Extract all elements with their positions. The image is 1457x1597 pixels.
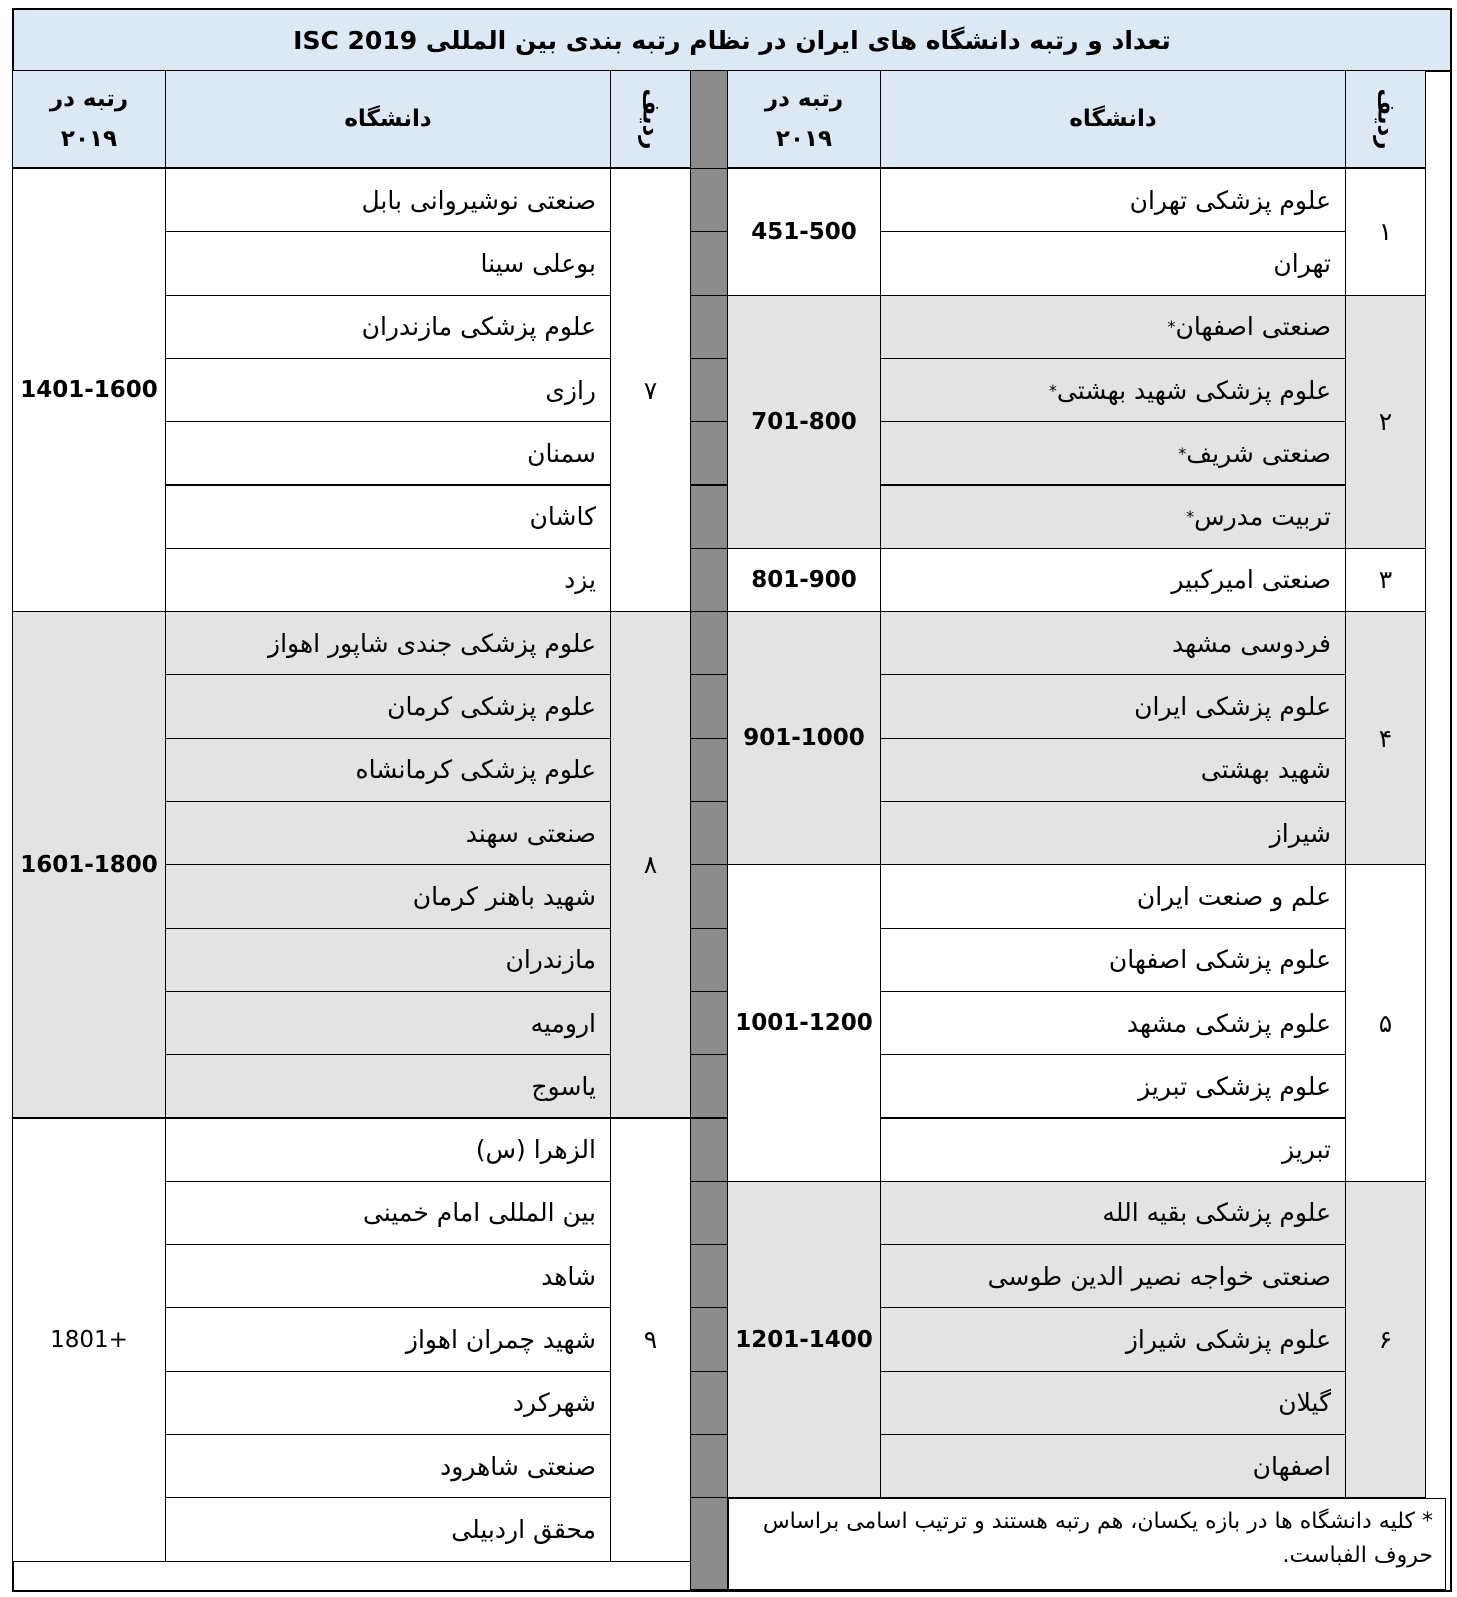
separator-segment bbox=[690, 928, 728, 992]
separator-segment bbox=[690, 1181, 728, 1245]
right_groups-rank-range: 901-1000 bbox=[727, 611, 881, 865]
university-label: سمنان bbox=[527, 438, 596, 468]
left_groups-university-name bbox=[165, 801, 611, 865]
right_groups-university-name bbox=[880, 674, 1346, 738]
university-label: صنعتی شریف bbox=[1186, 438, 1331, 468]
university-label: علوم پزشکی ایران bbox=[1134, 692, 1331, 722]
right_groups-university-name bbox=[880, 738, 1346, 802]
left-university-header: دانشگاه bbox=[165, 70, 611, 168]
university-label: بین المللی امام خمینی bbox=[362, 1198, 596, 1228]
separator-segment bbox=[690, 1371, 728, 1435]
page-title: تعداد و رتبه دانشگاه های ایران در نظام رتبه بندی بین المللی ISC 2019 bbox=[12, 8, 1452, 72]
right_groups-university-name bbox=[880, 1307, 1346, 1371]
right_groups-row-number: ۶ bbox=[1345, 1181, 1426, 1499]
right_groups-row-number: ۳ bbox=[1345, 548, 1426, 612]
university-label: علم و صنعت ایران bbox=[1136, 881, 1331, 911]
university-label: شیراز bbox=[1269, 818, 1331, 848]
university-label: صنعتی نوشیروانی بابل bbox=[361, 185, 596, 215]
separator-segment bbox=[690, 421, 728, 485]
left_groups-university-name bbox=[165, 1307, 611, 1371]
left_groups-university-name bbox=[165, 1434, 611, 1498]
university-label: شهید چمران اهواز bbox=[405, 1325, 596, 1355]
separator-segment bbox=[690, 358, 728, 422]
university-label: تبریز bbox=[1281, 1135, 1331, 1165]
separator-segment bbox=[690, 548, 728, 612]
university-label: علوم پزشکی مشهد bbox=[1126, 1008, 1331, 1038]
left_groups-university-name bbox=[165, 1371, 611, 1435]
separator-segment bbox=[690, 864, 728, 928]
left-row-number-header: ردیف bbox=[610, 70, 691, 168]
asterisk-mark: * bbox=[1186, 507, 1195, 527]
separator-segment bbox=[690, 1118, 728, 1182]
university-label: علوم پزشکی کرمانشاه bbox=[355, 755, 596, 785]
separator-header bbox=[690, 70, 728, 169]
university-label: شاهد bbox=[541, 1261, 596, 1291]
right_groups-university-name bbox=[880, 991, 1346, 1055]
right_groups-rank-range: 451-500 bbox=[727, 168, 881, 296]
left_groups-university-name bbox=[165, 421, 611, 485]
university-label: علوم پزشکی تهران bbox=[1129, 185, 1331, 215]
separator-segment bbox=[690, 1434, 728, 1498]
right_groups-rank-range: 801-900 bbox=[727, 548, 881, 612]
university-label: صنعتی سهند bbox=[465, 818, 596, 848]
right_groups-university-name bbox=[880, 1434, 1346, 1498]
right_groups-rank-range: 1001-1200 bbox=[727, 864, 881, 1182]
university-label: علوم پزشکی اصفهان bbox=[1108, 945, 1331, 975]
separator-segment bbox=[690, 231, 728, 295]
left_groups-university-name bbox=[165, 674, 611, 738]
university-label: تربیت مدرس bbox=[1194, 502, 1331, 532]
right_groups-university-name bbox=[880, 421, 1346, 485]
university-label: صنعتی شاهرود bbox=[440, 1451, 596, 1481]
footnote: * کلیه دانشگاه ها در بازه یکسان، هم رتبه هستند و ترتیب اسامی براساس حروف الفباست. bbox=[728, 1498, 1446, 1590]
left_groups-university-name bbox=[165, 864, 611, 928]
right_groups-university-name bbox=[880, 231, 1346, 295]
right_groups-row-number: ۵ bbox=[1345, 864, 1426, 1182]
separator-segment bbox=[690, 1054, 728, 1118]
university-label: صنعتی خواجه نصیر الدین طوسی bbox=[987, 1261, 1331, 1291]
asterisk-mark: * bbox=[1178, 443, 1187, 463]
right_groups-university-name bbox=[880, 358, 1346, 422]
left_groups-university-name bbox=[165, 231, 611, 295]
university-label: علوم پزشکی بقیه الله bbox=[1102, 1198, 1331, 1228]
separator-segment bbox=[690, 801, 728, 865]
right_groups-university-name bbox=[880, 168, 1346, 232]
university-label: تهران bbox=[1273, 248, 1331, 278]
university-label: یزد bbox=[564, 565, 596, 595]
right-row-number-header: ردیف bbox=[1345, 70, 1426, 168]
left_groups-university-name bbox=[165, 358, 611, 422]
university-label: شهرکرد bbox=[512, 1388, 596, 1418]
university-label: اصفهان bbox=[1252, 1451, 1331, 1481]
separator-segment bbox=[690, 168, 728, 232]
university-label: صنعتی اصفهان bbox=[1175, 312, 1331, 342]
left_groups-university-name bbox=[165, 295, 611, 359]
university-label: علوم پزشکی شیراز bbox=[1125, 1325, 1331, 1355]
left_groups-row-number: ۹ bbox=[610, 1118, 691, 1562]
left_groups-rank-range: 1801+ bbox=[12, 1118, 166, 1562]
separator-segment bbox=[690, 1307, 728, 1371]
separator-segment bbox=[690, 485, 728, 549]
asterisk-mark: * bbox=[1167, 317, 1176, 337]
university-label: شهید باهنر کرمان bbox=[412, 881, 596, 911]
right_groups-university-name bbox=[880, 1181, 1346, 1245]
university-label: مازندران bbox=[505, 945, 596, 975]
right_groups-row-number: ۱ bbox=[1345, 168, 1426, 296]
university-label: صنعتی امیرکبیر bbox=[1171, 565, 1331, 595]
right_groups-university-name bbox=[880, 611, 1346, 675]
separator-segment bbox=[690, 738, 728, 802]
left_groups-university-name bbox=[165, 1244, 611, 1308]
separator-segment bbox=[690, 611, 728, 675]
right-rank-header: رتبه در ۲۰۱۹ bbox=[727, 70, 881, 168]
right_groups-university-name bbox=[880, 295, 1346, 359]
university-label: علوم پزشکی کرمان bbox=[387, 692, 596, 722]
right_groups-university-name bbox=[880, 1054, 1346, 1118]
university-label: علوم پزشکی جندی شاپور اهواز bbox=[268, 628, 596, 658]
left-rank-header: رتبه در ۲۰۱۹ bbox=[12, 70, 166, 168]
left_groups-university-name bbox=[165, 991, 611, 1055]
right_groups-row-number: ۲ bbox=[1345, 295, 1426, 549]
left_groups-rank-range: 1401-1600 bbox=[12, 168, 166, 612]
right_groups-university-name bbox=[880, 1118, 1346, 1182]
university-label: علوم پزشکی مازندران bbox=[361, 312, 596, 342]
right-university-header: دانشگاه bbox=[880, 70, 1346, 168]
left_groups-university-name bbox=[165, 611, 611, 675]
left_groups-row-number: ۷ bbox=[610, 168, 691, 612]
university-label: گیلان bbox=[1278, 1388, 1331, 1418]
separator-segment bbox=[690, 991, 728, 1055]
separator-segment bbox=[690, 674, 728, 738]
university-label: بوعلی سینا bbox=[480, 248, 596, 278]
university-label: علوم پزشکی تبریز bbox=[1138, 1071, 1331, 1101]
right_groups-university-name bbox=[880, 928, 1346, 992]
left_groups-university-name bbox=[165, 548, 611, 612]
left_groups-university-name bbox=[165, 1497, 611, 1561]
university-label: علوم پزشکی شهید بهشتی bbox=[1056, 375, 1331, 405]
left_groups-university-name bbox=[165, 928, 611, 992]
separator-footer bbox=[690, 1497, 728, 1590]
university-label: الزهرا (س) bbox=[475, 1135, 596, 1165]
university-label: ارومیه bbox=[530, 1008, 596, 1038]
right_groups-university-name bbox=[880, 485, 1346, 549]
asterisk-mark: * bbox=[1048, 380, 1057, 400]
university-label: یاسوج bbox=[531, 1071, 596, 1101]
university-label: فردوسی مشهد bbox=[1171, 628, 1331, 658]
left_groups-university-name bbox=[165, 1054, 611, 1118]
right_groups-university-name bbox=[880, 864, 1346, 928]
left_groups-rank-range: 1601-1800 bbox=[12, 611, 166, 1118]
right_groups-university-name bbox=[880, 1244, 1346, 1308]
university-label: محقق اردبیلی bbox=[451, 1514, 596, 1544]
separator-segment bbox=[690, 1244, 728, 1308]
right_groups-university-name bbox=[880, 801, 1346, 865]
university-label: رازی bbox=[545, 375, 596, 405]
right_groups-rank-range: 1201-1400 bbox=[727, 1181, 881, 1499]
right_groups-rank-range: 701-800 bbox=[727, 295, 881, 549]
left_groups-university-name bbox=[165, 485, 611, 549]
right_groups-university-name bbox=[880, 1371, 1346, 1435]
left_groups-university-name bbox=[165, 1181, 611, 1245]
left_groups-row-number: ۸ bbox=[610, 611, 691, 1118]
left_groups-university-name bbox=[165, 168, 611, 232]
left_groups-university-name bbox=[165, 1118, 611, 1182]
university-label: کاشان bbox=[529, 502, 596, 532]
left_groups-university-name bbox=[165, 738, 611, 802]
right_groups-row-number: ۴ bbox=[1345, 611, 1426, 865]
university-label: شهید بهشتی bbox=[1200, 755, 1331, 785]
separator-segment bbox=[690, 295, 728, 359]
right_groups-university-name bbox=[880, 548, 1346, 612]
